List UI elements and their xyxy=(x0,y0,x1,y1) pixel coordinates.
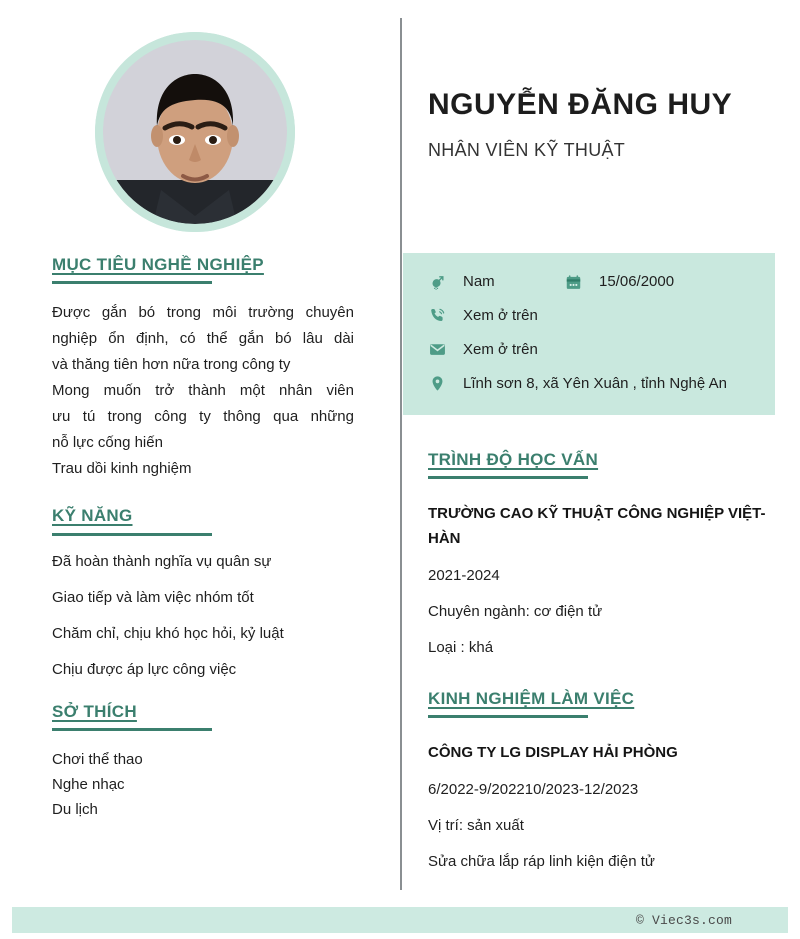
right-column xyxy=(403,0,800,900)
email-value: Xem ở trên xyxy=(463,341,538,358)
page-title: NGUYỄN ĐĂNG HUY xyxy=(428,88,733,121)
job-title: NHÂN VIÊN KỸ THUẬT xyxy=(428,140,626,160)
objective-line: nỗ lực cống hiến xyxy=(52,434,163,452)
experience-heading: KINH NGHIỆM LÀM VIỆC xyxy=(428,689,635,708)
hobbies-list xyxy=(52,747,354,822)
section-education xyxy=(428,450,778,659)
objective-line: nghiệp ổn định, có thể gắn bó lâu dài xyxy=(52,330,354,348)
hobbies-underline xyxy=(52,728,212,731)
photo-ring xyxy=(95,32,295,232)
objective-line: Mong muốn trở thành một nhân viên xyxy=(52,382,354,400)
phone-value: Xem ở trên xyxy=(463,307,538,324)
objective-line: ưu tú trong công ty thông qua những xyxy=(52,408,354,426)
location-pin-icon xyxy=(429,373,451,393)
contact-row-phone xyxy=(429,305,755,327)
objective-text xyxy=(52,300,354,482)
phone-icon xyxy=(429,305,451,325)
section-objective xyxy=(52,255,354,482)
contact-gender xyxy=(429,271,565,293)
contact-row-address xyxy=(429,373,755,395)
avatar xyxy=(95,32,295,232)
objective-heading: MỤC TIÊU NGHỀ NGHIỆP xyxy=(52,255,264,274)
contact-row-gender-birthdate xyxy=(429,271,755,293)
gender-value: Nam xyxy=(463,273,495,290)
education-school: TRƯỜNG CAO KỸ THUẬT CÔNG NGHIỆP VIỆT-HÀN xyxy=(428,505,766,548)
list-item: Du lịch xyxy=(52,801,98,819)
section-hobbies xyxy=(52,702,354,822)
education-years: 2021-2024 xyxy=(428,567,500,585)
list-item: Nghe nhạc xyxy=(52,776,125,794)
skills-list xyxy=(52,552,354,680)
column-divider xyxy=(400,18,402,890)
contact-block xyxy=(403,253,775,415)
contact-birthdate xyxy=(565,271,674,293)
footer-band xyxy=(12,907,788,933)
birthdate-value: 15/06/2000 xyxy=(599,273,675,290)
left-content xyxy=(52,255,354,822)
list-item: Chịu được áp lực công việc xyxy=(52,660,237,678)
email-icon xyxy=(429,339,451,359)
contact-row-email xyxy=(429,339,755,361)
left-column xyxy=(0,0,400,900)
list-item: Chơi thể thao xyxy=(52,751,143,769)
calendar-icon xyxy=(565,272,587,292)
experience-company: CÔNG TY LG DISPLAY HẢI PHÒNG xyxy=(428,744,678,762)
skills-underline xyxy=(52,533,212,536)
education-grade: Loại : khá xyxy=(428,639,494,657)
skills-heading: KỸ NĂNG xyxy=(52,506,133,526)
experience-duties: Sửa chữa lắp ráp linh kiện điện tử xyxy=(428,853,655,871)
gender-icon xyxy=(429,272,451,292)
education-heading: TRÌNH ĐỘ HỌC VẤN xyxy=(428,450,599,469)
hobbies-heading: SỞ THÍCH xyxy=(52,701,137,721)
experience-position: Vị trí: sản xuất xyxy=(428,817,524,835)
section-skills xyxy=(52,506,354,679)
list-item: Giao tiếp và làm việc nhóm tốt xyxy=(52,588,254,606)
objective-line: và thăng tiên hơn nữa trong công ty xyxy=(52,356,291,374)
experience-period: 6/2022-9/202210/2023-12/2023 xyxy=(428,781,639,799)
education-major: Chuyên ngành: cơ điện tử xyxy=(428,603,603,621)
objective-line: Được gắn bó trong môi trường chuyên xyxy=(52,304,354,322)
section-experience xyxy=(428,689,778,873)
experience-underline xyxy=(428,715,588,718)
objective-line: Trau dồi kinh nghiệm xyxy=(52,460,192,478)
list-item: Đã hoàn thành nghĩa vụ quân sự xyxy=(52,552,272,570)
watermark: © Viec3s.com xyxy=(635,912,732,928)
education-underline xyxy=(428,476,588,479)
list-item: Chăm chỉ, chịu khó học hỏi, kỷ luật xyxy=(52,624,284,642)
objective-underline xyxy=(52,281,212,284)
address-value: Lĩnh sơn 8, xã Yên Xuân , tỉnh Nghệ An xyxy=(463,375,727,392)
